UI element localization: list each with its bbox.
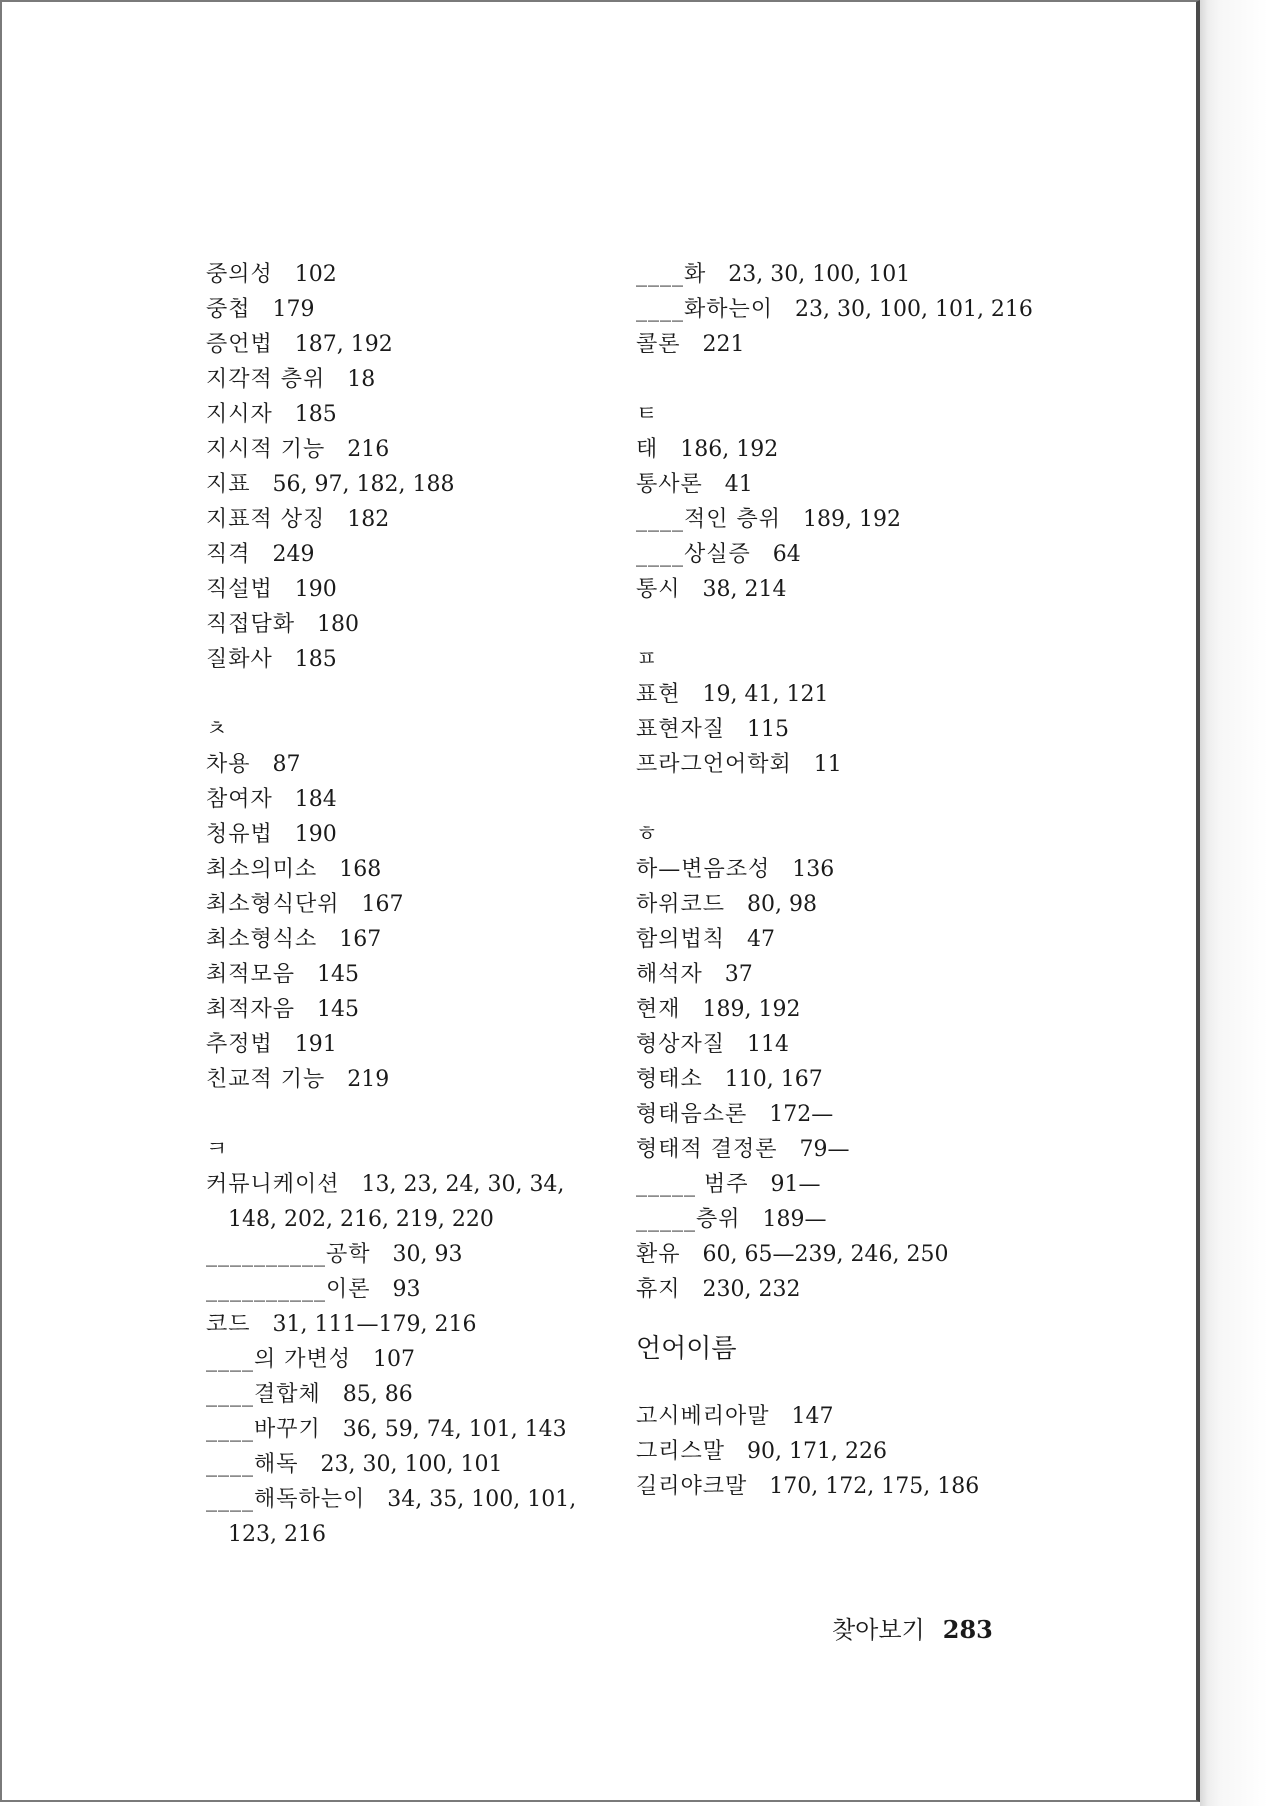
- index-entry: [206, 607, 626, 642]
- index-term: 최소형식단위: [206, 892, 340, 917]
- index-pages: 216: [347, 437, 390, 462]
- section-gap: [636, 607, 1056, 642]
- index-term: 통사론: [636, 472, 703, 497]
- index-entry: [636, 852, 1056, 887]
- index-term: 표현자질: [636, 717, 726, 742]
- index-term: 증언법: [206, 332, 273, 357]
- index-entry: [206, 257, 626, 292]
- index-term: 형상자질: [636, 1032, 726, 1057]
- index-term: 형태소: [636, 1067, 703, 1092]
- index-term: 청유법: [206, 822, 273, 847]
- index-term: ____해독하는이: [206, 1487, 366, 1512]
- index-entry: [206, 467, 626, 502]
- index-pages: 189—: [762, 1207, 827, 1232]
- index-entry: [636, 432, 1056, 467]
- index-term: ____해독: [206, 1452, 299, 1477]
- index-entry: [206, 782, 626, 817]
- index-entry: [206, 852, 626, 887]
- language-pages: 147: [791, 1404, 834, 1429]
- index-pages: 114: [747, 1032, 790, 1057]
- index-term: 코드: [206, 1312, 251, 1337]
- index-entry: [206, 537, 626, 572]
- index-pages: 115: [747, 717, 790, 742]
- index-pages: 19, 41, 121: [702, 682, 829, 707]
- index-pages: 189, 192: [702, 997, 801, 1022]
- index-pages: 167: [339, 927, 382, 952]
- index-entry: [206, 992, 626, 1027]
- index-term: 중의성: [206, 262, 273, 287]
- index-entry: [206, 1167, 626, 1202]
- index-term: ____화하는이: [636, 297, 774, 322]
- index-term: 참여자: [206, 787, 273, 812]
- index-pages: 107: [373, 1347, 416, 1372]
- index-pages: 41: [724, 472, 753, 497]
- index-term: 직격: [206, 542, 251, 567]
- index-term: 지시자: [206, 402, 273, 427]
- section-gap: [206, 677, 626, 712]
- index-pages: 249: [272, 542, 315, 567]
- index-entry: [206, 747, 626, 782]
- index-entry: [636, 1272, 1056, 1307]
- index-letter-heading: ㅌ: [636, 402, 658, 427]
- index-pages: 110, 167: [724, 1067, 823, 1092]
- index-pages: 102: [294, 262, 337, 287]
- index-pages: 79—: [799, 1137, 850, 1162]
- index-pages: 37: [724, 962, 753, 987]
- index-entry: [636, 1132, 1056, 1167]
- index-pages: 31, 111—179, 216: [272, 1312, 477, 1337]
- index-pages: 168: [339, 857, 382, 882]
- language-term: 길리야크말: [636, 1474, 748, 1499]
- index-term: 추정법: [206, 1032, 273, 1057]
- index-term: 커뮤니케이션: [206, 1172, 340, 1197]
- index-pages: 182: [347, 507, 390, 532]
- index-term: 통시: [636, 577, 681, 602]
- index-term: ____화: [636, 262, 707, 287]
- index-term: _____ 범주: [636, 1172, 749, 1197]
- index-letter-heading: ㅊ: [206, 717, 228, 742]
- index-entry: [636, 1027, 1056, 1062]
- index-entry-continuation: 148, 202, 216, 219, 220: [228, 1207, 494, 1232]
- index-term: 중첩: [206, 297, 251, 322]
- index-entry: [206, 1027, 626, 1062]
- index-term: __________공학: [206, 1242, 371, 1267]
- section-gap: [206, 1097, 626, 1132]
- index-pages: 191: [294, 1032, 337, 1057]
- language-entries: [636, 1399, 1056, 1504]
- index-pages: 230, 232: [702, 1277, 801, 1302]
- index-term: 지시적 기능: [206, 437, 326, 462]
- index-term: 질화사: [206, 647, 273, 672]
- index-letter-heading: ㅋ: [206, 1137, 228, 1162]
- index-entry: [206, 362, 626, 397]
- index-column-right: [636, 257, 1056, 1504]
- index-term: 최적모음: [206, 962, 296, 987]
- index-pages: 189, 192: [803, 507, 901, 532]
- language-term: 고시베리아말: [636, 1404, 770, 1429]
- index-pages: 18: [347, 367, 376, 392]
- index-term: ____의 가변성: [206, 1347, 352, 1372]
- index-entry: [636, 1097, 1056, 1132]
- language-entry: [636, 1399, 1056, 1434]
- section-gap: [636, 782, 1056, 817]
- index-pages: 145: [317, 962, 360, 987]
- index-pages: 56, 97, 182, 188: [272, 472, 455, 497]
- index-pages: 64: [772, 542, 801, 567]
- index-entry: [636, 1062, 1056, 1097]
- index-term: 친교적 기능: [206, 1067, 326, 1092]
- index-pages: 60, 65—239, 246, 250: [702, 1242, 949, 1267]
- index-pages: 221: [702, 332, 745, 357]
- index-entry: [206, 922, 626, 957]
- index-letter-heading: ㅍ: [636, 647, 658, 672]
- index-pages: 23, 30, 100, 101: [320, 1452, 503, 1477]
- index-entry: [636, 257, 1056, 292]
- index-pages: 36, 59, 74, 101, 143: [342, 1417, 567, 1442]
- index-pages: 34, 35, 100, 101,: [387, 1487, 577, 1512]
- index-pages: 180: [317, 612, 360, 637]
- index-pages: 186, 192: [680, 437, 779, 462]
- index-entry: [206, 1377, 626, 1412]
- index-entry: [206, 1412, 626, 1447]
- index-entry: [636, 922, 1056, 957]
- index-entry: [206, 327, 626, 362]
- index-term: 하위코드: [636, 892, 726, 917]
- index-entry: [206, 1447, 626, 1482]
- index-pages: 47: [747, 927, 776, 952]
- section-title: 언어이름: [636, 1334, 737, 1364]
- page-number: 283: [942, 1615, 993, 1644]
- index-term: 콜론: [636, 332, 681, 357]
- index-entry: [636, 1202, 1056, 1237]
- index-pages: 38, 214: [702, 577, 787, 602]
- index-pages: 179: [272, 297, 315, 322]
- index-entry: [636, 292, 1056, 327]
- index-term: 지표: [206, 472, 251, 497]
- language-pages: 90, 171, 226: [747, 1439, 887, 1464]
- index-term: 직설법: [206, 577, 273, 602]
- index-entry: [206, 1272, 626, 1307]
- index-term: 현재: [636, 997, 681, 1022]
- index-pages: 23, 30, 100, 101, 216: [795, 297, 1033, 322]
- index-entry: [636, 887, 1056, 922]
- index-entry: [636, 502, 1056, 537]
- page-footer: [832, 1610, 993, 1645]
- language-pages: 170, 172, 175, 186: [769, 1474, 980, 1499]
- index-term: 형태적 결정론: [636, 1137, 778, 1162]
- index-entry: [206, 572, 626, 607]
- index-letter-heading: ㅎ: [636, 822, 658, 847]
- index-term: 해석자: [636, 962, 703, 987]
- index-pages: 91—: [770, 1172, 821, 1197]
- index-entry: [206, 397, 626, 432]
- index-pages: 187, 192: [294, 332, 393, 357]
- index-pages: 219: [347, 1067, 390, 1092]
- index-term: 프라그언어학회: [636, 752, 792, 777]
- language-term: 그리스말: [636, 1439, 726, 1464]
- index-term: 휴지: [636, 1277, 681, 1302]
- index-pages: 85, 86: [342, 1382, 413, 1407]
- index-term: 최적자음: [206, 997, 296, 1022]
- index-term: 형태음소론: [636, 1102, 748, 1127]
- index-entry: [636, 467, 1056, 502]
- index-term: 최소형식소: [206, 927, 318, 952]
- section-gap: [636, 362, 1056, 397]
- index-entry: [636, 572, 1056, 607]
- index-pages: 136: [792, 857, 835, 882]
- index-entry: [636, 1167, 1056, 1202]
- index-entry: [636, 992, 1056, 1027]
- index-pages: 11: [813, 752, 842, 777]
- index-term: ____적인 층위: [636, 507, 782, 532]
- index-pages: 172—: [769, 1102, 834, 1127]
- index-pages: 93: [392, 1277, 421, 1302]
- index-term: __________이론: [206, 1277, 371, 1302]
- index-term: ____결합체: [206, 1382, 321, 1407]
- index-pages: 167: [361, 892, 404, 917]
- index-term: 최소의미소: [206, 857, 318, 882]
- index-entry: [636, 712, 1056, 747]
- index-entry: [206, 1342, 626, 1377]
- index-term: 지각적 층위: [206, 367, 326, 392]
- index-term: 직접담화: [206, 612, 296, 637]
- index-pages: 184: [294, 787, 337, 812]
- index-term: ____상실증: [636, 542, 751, 567]
- index-pages: 80, 98: [747, 892, 817, 917]
- index-entry: [206, 1307, 626, 1342]
- index-entry: [206, 502, 626, 537]
- index-entry: [636, 537, 1056, 572]
- index-term: ____바꾸기: [206, 1417, 321, 1442]
- index-entry: [636, 957, 1056, 992]
- index-entry: [206, 642, 626, 677]
- index-entry: [206, 1237, 626, 1272]
- index-term: 지표적 상징: [206, 507, 326, 532]
- index-pages: 145: [317, 997, 360, 1022]
- index-term: 태: [636, 437, 659, 462]
- index-entry: [206, 1482, 626, 1517]
- index-pages: 30, 93: [392, 1242, 463, 1267]
- index-term: 표현: [636, 682, 681, 707]
- index-term: 하—변음조성: [636, 857, 771, 882]
- index-pages: 23, 30, 100, 101: [728, 262, 911, 287]
- footer-label: 찾아보기: [832, 1616, 925, 1644]
- index-entry: [636, 747, 1056, 782]
- index-entry: [206, 817, 626, 852]
- index-entry: [206, 292, 626, 327]
- index-pages: 190: [294, 822, 337, 847]
- index-entry: [636, 1237, 1056, 1272]
- index-term: _____층위: [636, 1207, 741, 1232]
- index-entries-right: [636, 257, 1056, 1307]
- page-edge-shadow: [1200, 0, 1268, 1806]
- index-pages: 185: [294, 402, 337, 427]
- index-pages: 190: [294, 577, 337, 602]
- index-pages: 87: [272, 752, 301, 777]
- index-pages: 185: [294, 647, 337, 672]
- index-entry: [636, 327, 1056, 362]
- index-term: 함의법칙: [636, 927, 726, 952]
- index-term: 차용: [206, 752, 251, 777]
- language-entry: [636, 1434, 1056, 1469]
- language-entry: [636, 1469, 1056, 1504]
- index-term: 환유: [636, 1242, 681, 1267]
- index-entry: [206, 1062, 626, 1097]
- index-entry-continuation: 123, 216: [228, 1522, 326, 1547]
- index-pages: 13, 23, 24, 30, 34,: [361, 1172, 565, 1197]
- index-entry: [206, 887, 626, 922]
- index-column-left: [206, 257, 626, 1552]
- index-entry: [206, 957, 626, 992]
- index-entry: [636, 677, 1056, 712]
- index-entry: [206, 432, 626, 467]
